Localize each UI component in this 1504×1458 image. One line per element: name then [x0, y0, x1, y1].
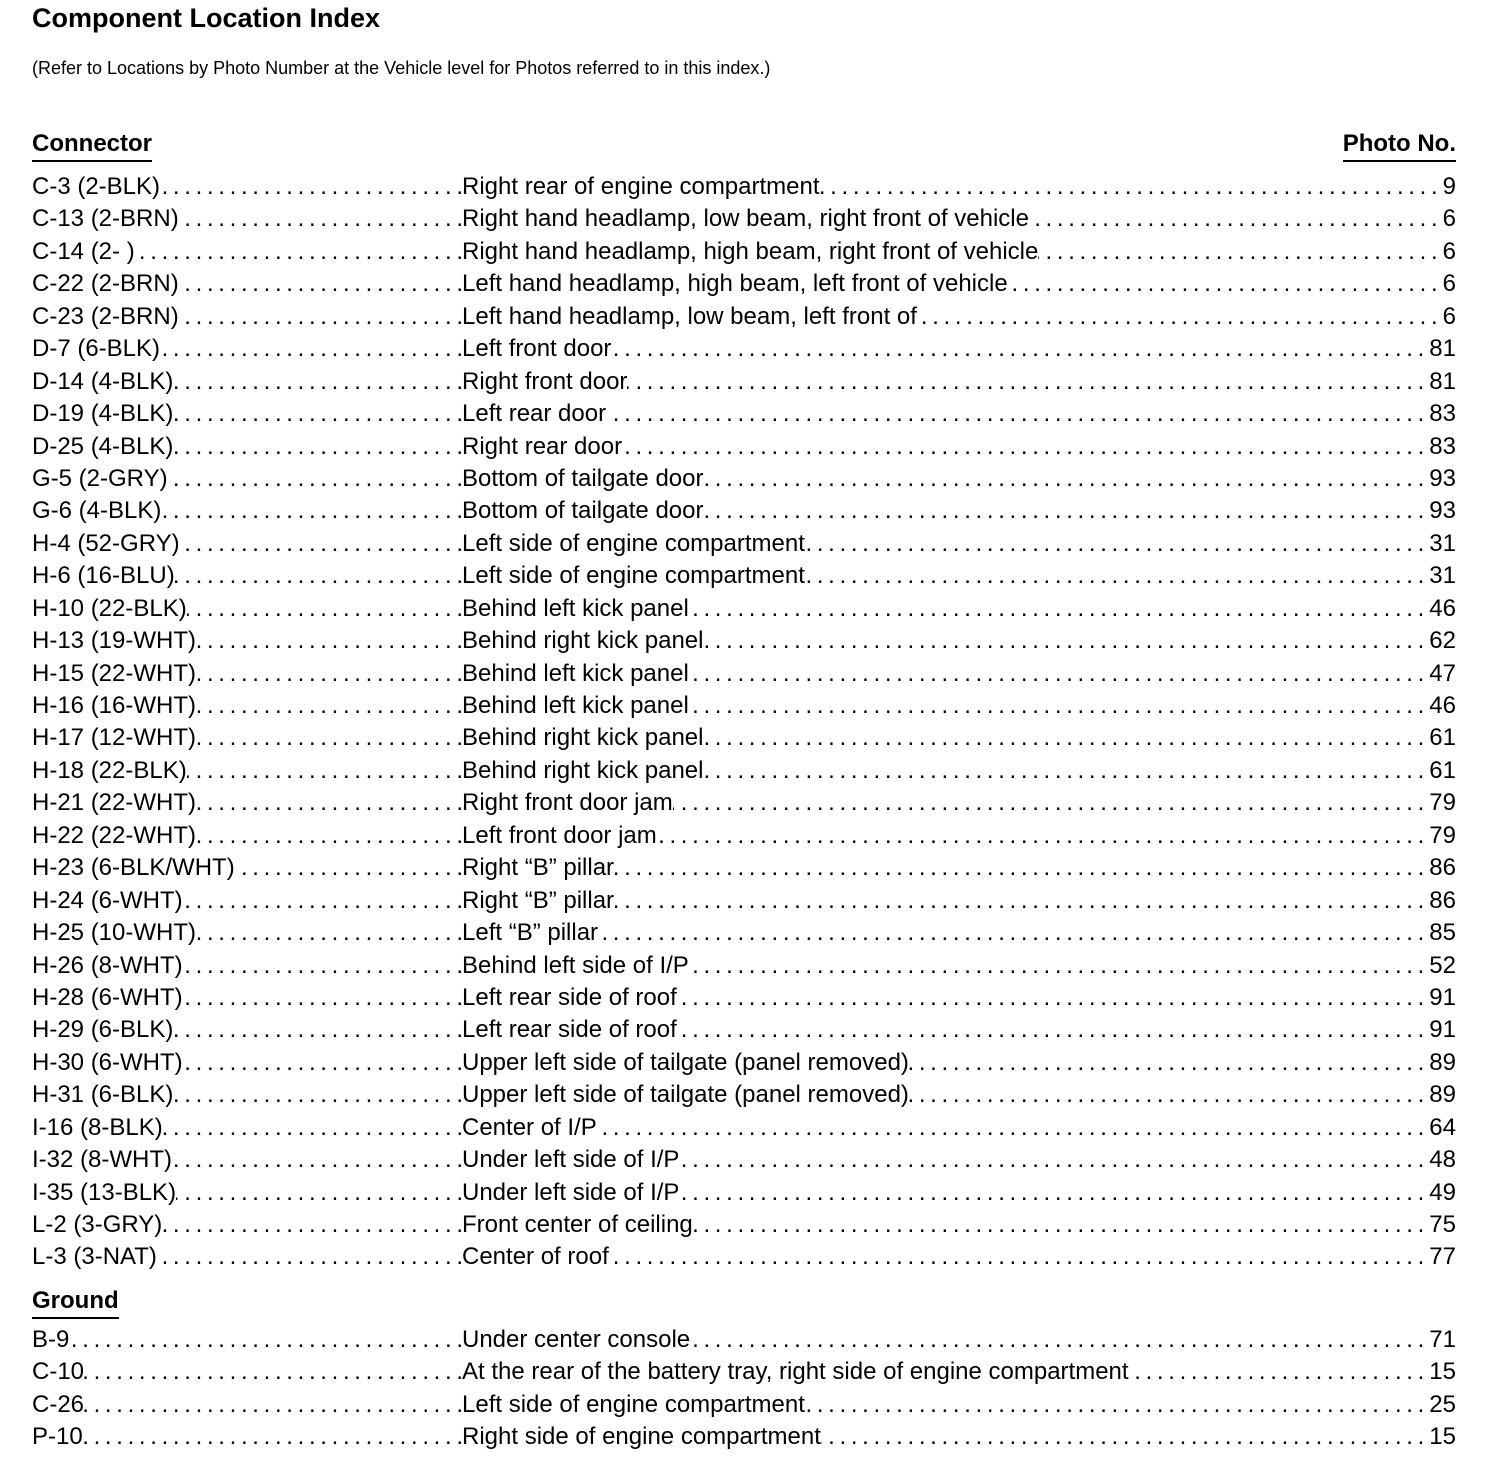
dot-leader	[196, 820, 462, 852]
dot-leader	[609, 1241, 1424, 1273]
photo-number: 48	[1429, 1146, 1456, 1174]
index-row	[32, 398, 1456, 430]
dot-leader	[598, 917, 1423, 949]
dot-leader	[160, 171, 462, 203]
dot-leader	[614, 852, 1423, 884]
index-row	[32, 917, 1456, 949]
photo-number: 61	[1429, 756, 1456, 784]
photo-number: 9	[1442, 173, 1456, 200]
photo-number: 25	[1429, 1390, 1456, 1418]
index-row	[32, 171, 1456, 203]
index-row	[32, 1209, 1456, 1241]
connector-id: C-23 (2-BRN)	[32, 302, 179, 330]
dot-leader	[235, 852, 462, 884]
dot-leader	[703, 463, 1423, 495]
dot-leader	[597, 1112, 1424, 1144]
ground-list	[32, 1324, 1456, 1454]
dot-leader	[183, 982, 462, 1014]
index-row	[32, 301, 1456, 333]
location-text: Left front door jam	[462, 821, 657, 849]
location-text: Front center of ceiling	[462, 1211, 693, 1238]
dot-leader	[196, 658, 462, 690]
index-row	[32, 690, 1456, 722]
dot-leader	[187, 593, 462, 625]
location-text: Behind left kick panel	[462, 594, 689, 622]
location-text: Left side of engine compartment	[462, 529, 805, 557]
index-row	[32, 1421, 1456, 1453]
index-row	[32, 236, 1456, 268]
photo-number: 91	[1429, 983, 1456, 1011]
photo-number: 93	[1429, 497, 1456, 525]
connector-id: I-32 (8-WHT)	[32, 1146, 172, 1174]
connector-id: G-5 (2-GRY)	[32, 464, 168, 492]
photo-number: 47	[1429, 659, 1456, 687]
dot-leader	[157, 1241, 462, 1273]
connector-id: D-19 (4-BLK)	[32, 400, 174, 428]
index-row	[32, 1177, 1456, 1209]
photo-number: 86	[1429, 886, 1456, 914]
index-row	[32, 722, 1456, 754]
dot-leader	[172, 1144, 462, 1176]
photo-number: 93	[1429, 464, 1456, 492]
dot-leader	[183, 950, 462, 982]
photo-number: 46	[1429, 594, 1456, 622]
connector-id: H-28 (6-WHT)	[32, 983, 183, 1011]
photo-no-heading: Photo No.	[1343, 130, 1456, 162]
index-row	[32, 431, 1456, 463]
photo-number: 15	[1429, 1358, 1456, 1386]
dot-leader	[677, 1014, 1424, 1046]
connector-id: D-7 (6-BLK)	[32, 335, 161, 363]
location-text: Upper left side of tailgate (panel removed)	[462, 1048, 909, 1076]
connector-id: H-30 (6-WHT)	[32, 1048, 183, 1076]
index-row	[32, 755, 1456, 787]
connector-id: I-16 (8-BLK)	[32, 1113, 163, 1141]
photo-number: 77	[1429, 1243, 1456, 1271]
dot-leader	[179, 301, 462, 333]
location-text: Left “B” pillar	[462, 919, 599, 947]
photo-number: 46	[1429, 692, 1456, 719]
location-text: Right rear of engine compartment	[462, 173, 820, 200]
dot-leader	[183, 885, 462, 917]
photo-number: 6	[1442, 302, 1456, 330]
dot-leader	[84, 1389, 462, 1421]
dot-leader	[689, 690, 1423, 722]
dot-leader	[909, 1047, 1423, 1079]
location-text: Behind left kick panel	[462, 692, 689, 719]
index-row	[32, 528, 1456, 560]
index-row	[32, 1014, 1456, 1046]
dot-leader	[909, 1079, 1423, 1111]
page-subtitle: (Refer to Locations by Photo Number at the Vehicle level for Photos referred to in this index.)	[32, 58, 771, 78]
connector-id: H-18 (22-BLK)	[32, 756, 187, 784]
dot-leader	[135, 236, 462, 268]
dot-leader	[83, 1421, 462, 1453]
dot-leader	[657, 820, 1424, 852]
dot-leader	[175, 560, 462, 592]
dot-leader	[703, 722, 1423, 754]
location-text: Left side of engine compartment	[462, 1390, 805, 1418]
dot-leader	[805, 528, 1423, 560]
photo-number: 52	[1429, 951, 1456, 979]
photo-number: 75	[1429, 1211, 1456, 1238]
dot-leader	[693, 1209, 1424, 1241]
location-text: Left rear side of roof	[462, 983, 677, 1011]
connector-id: P-10	[32, 1423, 83, 1451]
dot-leader	[196, 690, 462, 722]
connector-id: H-15 (22-WHT)	[32, 659, 197, 687]
location-text: Center of I/P	[462, 1113, 597, 1141]
location-text: Left hand headlamp, high beam, left front of vehicle	[462, 270, 1008, 298]
connector-id: D-14 (4-BLK)	[32, 367, 174, 395]
location-text: Right hand headlamp, low beam, right front of vehicle	[462, 205, 1029, 233]
location-text: Right side of engine compartment	[462, 1423, 821, 1451]
index-row	[32, 1079, 1456, 1111]
index-row	[32, 1324, 1456, 1356]
dot-leader	[1029, 203, 1437, 235]
location-text: Right hand headlamp, high beam, right front of vehicle	[462, 237, 1039, 265]
photo-number: 83	[1429, 400, 1456, 428]
dot-leader	[173, 398, 462, 430]
dot-leader	[689, 950, 1423, 982]
index-row	[32, 593, 1456, 625]
connector-id: H-21 (22-WHT)	[32, 789, 197, 817]
index-row	[32, 463, 1456, 495]
index-row	[32, 885, 1456, 917]
connector-id: C-13 (2-BRN)	[32, 205, 179, 233]
photo-number: 89	[1429, 1048, 1456, 1076]
dot-leader	[689, 593, 1423, 625]
location-text: Bottom of tailgate door	[462, 497, 704, 525]
dot-leader	[196, 917, 462, 949]
index-row	[32, 658, 1456, 690]
connector-id: C-10	[32, 1358, 85, 1386]
connector-id: L-2 (3-GRY)	[32, 1211, 163, 1238]
connector-list	[32, 171, 1456, 1274]
dot-leader	[187, 755, 462, 787]
location-text: Left front door	[462, 335, 612, 363]
dot-leader	[1038, 236, 1436, 268]
index-row	[32, 333, 1456, 365]
dot-leader	[173, 1014, 462, 1046]
dot-leader	[179, 268, 462, 300]
photo-number: 81	[1429, 367, 1456, 395]
location-text: Right rear door	[462, 432, 623, 460]
photo-number: 49	[1429, 1178, 1456, 1206]
connector-id: H-29 (6-BLK)	[32, 1016, 174, 1044]
dot-leader	[614, 885, 1423, 917]
dot-leader	[689, 658, 1423, 690]
index-row	[32, 852, 1456, 884]
dot-leader	[180, 528, 462, 560]
photo-number: 62	[1429, 627, 1456, 655]
dot-leader	[821, 1421, 1423, 1453]
dot-leader	[176, 1177, 462, 1209]
dot-leader	[690, 1324, 1423, 1356]
dot-leader	[805, 560, 1423, 592]
index-row	[32, 203, 1456, 235]
dot-leader	[820, 171, 1437, 203]
photo-number: 86	[1429, 854, 1456, 882]
photo-number: 31	[1429, 529, 1456, 557]
dot-leader	[622, 431, 1423, 463]
index-row	[32, 1389, 1456, 1421]
dot-leader	[161, 495, 462, 527]
index-row	[32, 1047, 1456, 1079]
connector-id: B-9	[32, 1326, 70, 1353]
location-text: Behind right kick panel	[462, 756, 704, 784]
photo-number: 79	[1429, 789, 1456, 817]
photo-number: 91	[1429, 1016, 1456, 1044]
connector-id: H-23 (6-BLK/WHT)	[32, 854, 235, 882]
dot-leader	[196, 787, 462, 819]
index-row	[32, 495, 1456, 527]
dot-leader	[606, 398, 1423, 430]
photo-number: 6	[1442, 205, 1456, 233]
connector-id: H-6 (16-BLU)	[32, 562, 175, 590]
dot-leader	[69, 1324, 462, 1356]
dot-leader	[179, 203, 462, 235]
connector-id: G-6 (4-BLK)	[32, 497, 162, 525]
location-text: Under center console	[462, 1326, 691, 1353]
connector-id: L-3 (3-NAT)	[32, 1243, 157, 1271]
page-title: Component Location Index	[32, 3, 380, 33]
index-row	[32, 366, 1456, 398]
dot-leader	[703, 625, 1423, 657]
index-row	[32, 1356, 1456, 1388]
location-text: Left hand headlamp, low beam, left front of	[462, 302, 917, 330]
index-row	[32, 787, 1456, 819]
connector-id: H-26 (8-WHT)	[32, 951, 183, 979]
photo-number: 85	[1429, 919, 1456, 947]
dot-leader	[196, 625, 462, 657]
photo-number: 15	[1429, 1423, 1456, 1451]
location-text: Left side of engine compartment	[462, 562, 805, 590]
location-text: Right front door	[462, 367, 628, 395]
dot-leader	[183, 1047, 462, 1079]
photo-number: 64	[1429, 1113, 1456, 1141]
ground-heading: Ground	[32, 1287, 119, 1319]
dot-leader	[160, 333, 462, 365]
photo-number: 61	[1429, 724, 1456, 752]
dot-leader	[611, 333, 1423, 365]
photo-number: 89	[1429, 1081, 1456, 1109]
connector-id: I-35 (13-BLK)	[32, 1178, 177, 1206]
location-text: Behind right kick panel	[462, 627, 704, 655]
dot-leader	[162, 1209, 462, 1241]
connector-id: H-10 (22-BLK)	[32, 594, 187, 622]
dot-leader	[168, 463, 462, 495]
index-row	[32, 268, 1456, 300]
location-text: Under left side of I/P	[462, 1178, 680, 1206]
connector-id: C-3 (2-BLK)	[32, 173, 161, 200]
index-row	[32, 1241, 1456, 1273]
photo-number: 83	[1429, 432, 1456, 460]
dot-leader	[917, 301, 1437, 333]
photo-number: 6	[1442, 270, 1456, 298]
dot-leader	[673, 787, 1424, 819]
connector-id: H-31 (6-BLK)	[32, 1081, 174, 1109]
dot-leader	[703, 755, 1423, 787]
dot-leader	[679, 1144, 1423, 1176]
index-row	[32, 950, 1456, 982]
location-text: Right “B” pillar	[462, 854, 615, 882]
dot-leader	[173, 431, 462, 463]
dot-leader	[1008, 268, 1437, 300]
connector-id: H-17 (12-WHT)	[32, 724, 197, 752]
index-row	[32, 820, 1456, 852]
dot-leader	[679, 1177, 1423, 1209]
dot-leader	[805, 1389, 1423, 1421]
connector-id: H-16 (16-WHT)	[32, 692, 197, 719]
dot-leader	[677, 982, 1424, 1014]
photo-number: 79	[1429, 821, 1456, 849]
photo-number: 71	[1429, 1326, 1456, 1353]
connector-id: H-13 (19-WHT)	[32, 627, 197, 655]
dot-leader	[627, 366, 1423, 398]
dot-leader	[84, 1356, 462, 1388]
connector-id: C-22 (2-BRN)	[32, 270, 179, 298]
connector-id: H-25 (10-WHT)	[32, 919, 197, 947]
location-text: Left rear side of roof	[462, 1016, 677, 1044]
index-row	[32, 1112, 1456, 1144]
location-text: Upper left side of tailgate (panel removed)	[462, 1081, 909, 1109]
connector-id: H-4 (52-GRY)	[32, 529, 180, 557]
dot-leader	[1129, 1356, 1424, 1388]
photo-number: 6	[1442, 237, 1456, 265]
connector-heading: Connector	[32, 130, 152, 162]
location-text: Center of roof	[462, 1243, 609, 1271]
dot-leader	[163, 1112, 462, 1144]
connector-id: D-25 (4-BLK)	[32, 432, 174, 460]
connector-id: H-22 (22-WHT)	[32, 821, 197, 849]
location-text: Right “B” pillar	[462, 886, 615, 914]
location-text: Bottom of tailgate door	[462, 464, 704, 492]
dot-leader	[173, 366, 462, 398]
photo-number: 81	[1429, 335, 1456, 363]
index-row	[32, 1144, 1456, 1176]
dot-leader	[196, 722, 462, 754]
index-row	[32, 982, 1456, 1014]
location-text: Left rear door	[462, 400, 607, 428]
photo-number: 31	[1429, 562, 1456, 590]
connector-id: C-14 (2- )	[32, 237, 135, 265]
location-text: Right front door jam	[462, 789, 673, 817]
connector-id: H-24 (6-WHT)	[32, 886, 183, 914]
dot-leader	[703, 495, 1423, 527]
index-row	[32, 625, 1456, 657]
location-text: At the rear of the battery tray, right side of engine compartment	[462, 1358, 1129, 1386]
index-row	[32, 560, 1456, 592]
dot-leader	[173, 1079, 462, 1111]
location-text: Behind left side of I/P	[462, 951, 689, 979]
location-text: Under left side of I/P	[462, 1146, 680, 1174]
location-text: Behind right kick panel	[462, 724, 704, 752]
connector-id: C-26	[32, 1390, 85, 1418]
location-text: Behind left kick panel	[462, 659, 689, 687]
